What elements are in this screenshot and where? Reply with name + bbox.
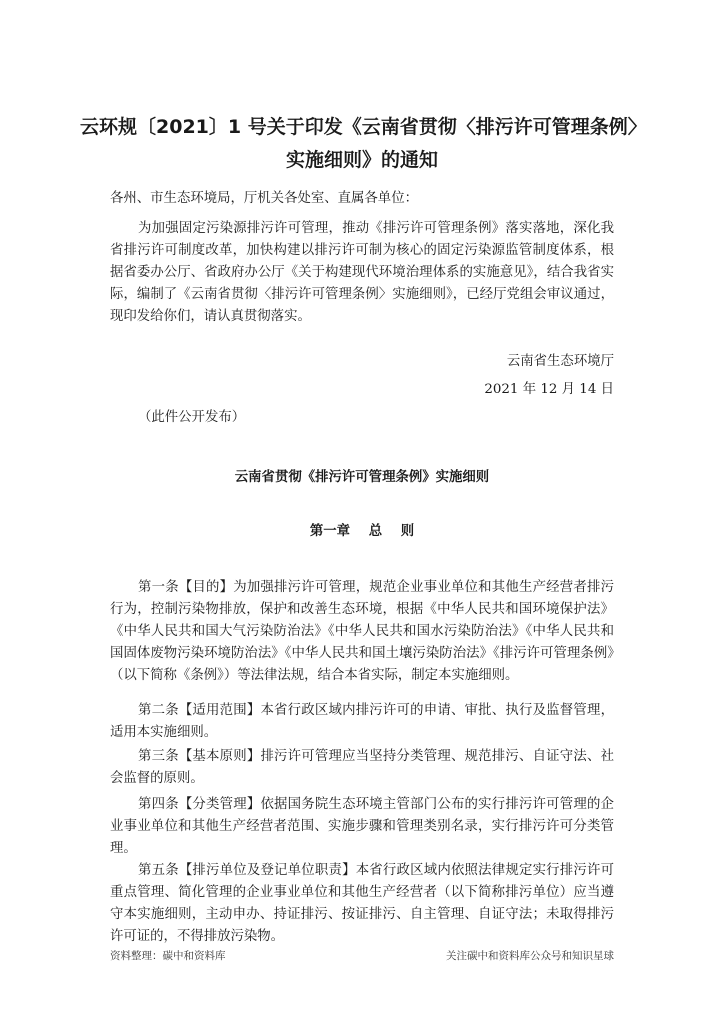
signature-date: 2021 年 12 月 14 日 <box>484 382 614 397</box>
footer-source: 资料整理：碳中和资料库 <box>110 950 226 962</box>
document-title-line2: 实施细则》的通知 <box>285 149 438 171</box>
article-2: 第二条【适用范围】本省行政区域内排污许可的申请、审批、执行及监督管理，适用本实施细则。 <box>110 703 614 740</box>
rules-title: 云南省贯彻《排污许可管理条例》实施细则 <box>234 470 490 485</box>
salutation: 各州、市生态环境局，厅机关各处室、直属各单位： <box>110 191 418 206</box>
article-5: 第五条【排污单位及登记单位职责】本省行政区域内依照法律规定实行排污许可重点管理、简化管理的企业事业单位和其他生产经营者（以下简称排污单位）应当遵守本实施细则，主动申办、持证排污、按证排污、自主管理、自证守法；未取得排污许可证的，不得排放污染物。 <box>110 863 614 944</box>
intro-paragraph: 为加强固定污染源排污许可管理，推动《排污许可管理条例》落实落地，深化我省排污许可制度改革，加快构建以排污许可制为核心的固定污染源监管制度体系，根据省委办公厅、省政府办公厅《关于构建现代环境治理体系的实施意见》，结合我省实际，编制了《云南省贯彻〈排污许可管理条例〉实施细则》，已经厅党组会审议通过，现印发给你们，请认真贯彻落实。 <box>110 221 614 324</box>
publication-note: （此件公开发布） <box>138 410 246 425</box>
signature-organization: 云南省生态环境厅 <box>506 354 614 369</box>
footer-follow-note: 关注碳中和资料库公众号和知识星球 <box>446 950 614 962</box>
article-3: 第三条【基本原则】排污许可管理应当坚持分类管理、规范排污、自证守法、社会监督的原则。 <box>110 749 614 786</box>
article-4: 第四条【分类管理】依据国务院生态环境主管部门公布的实行排污许可管理的企业事业单位和其他生产经营者范围、实施步骤和管理类别名录，实行排污许可分类管理。 <box>110 797 614 856</box>
article-1: 第一条【目的】为加强排污许可管理，规范企业事业单位和其他生产经营者排污行为，控制污染物排放，保护和改善生态环境，根据《中华人民共和国环境保护法》《中华人民共和国大气污染防治法》《中华人民共和国水污染防治法》《中华人民共和国固体废物污染环境防治法》《中华人民共和国土壤污染防治法》《排污许可管理条例》（以下简称《条例》）等法律法规，结合本省实际，制定本实施细则。 <box>110 580 614 683</box>
document-title-line1: 云环规〔2021〕1 号关于印发《云南省贯彻〈排污许可管理条例〉 <box>80 116 647 138</box>
chapter-heading: 第一章 总 则 <box>309 524 415 539</box>
